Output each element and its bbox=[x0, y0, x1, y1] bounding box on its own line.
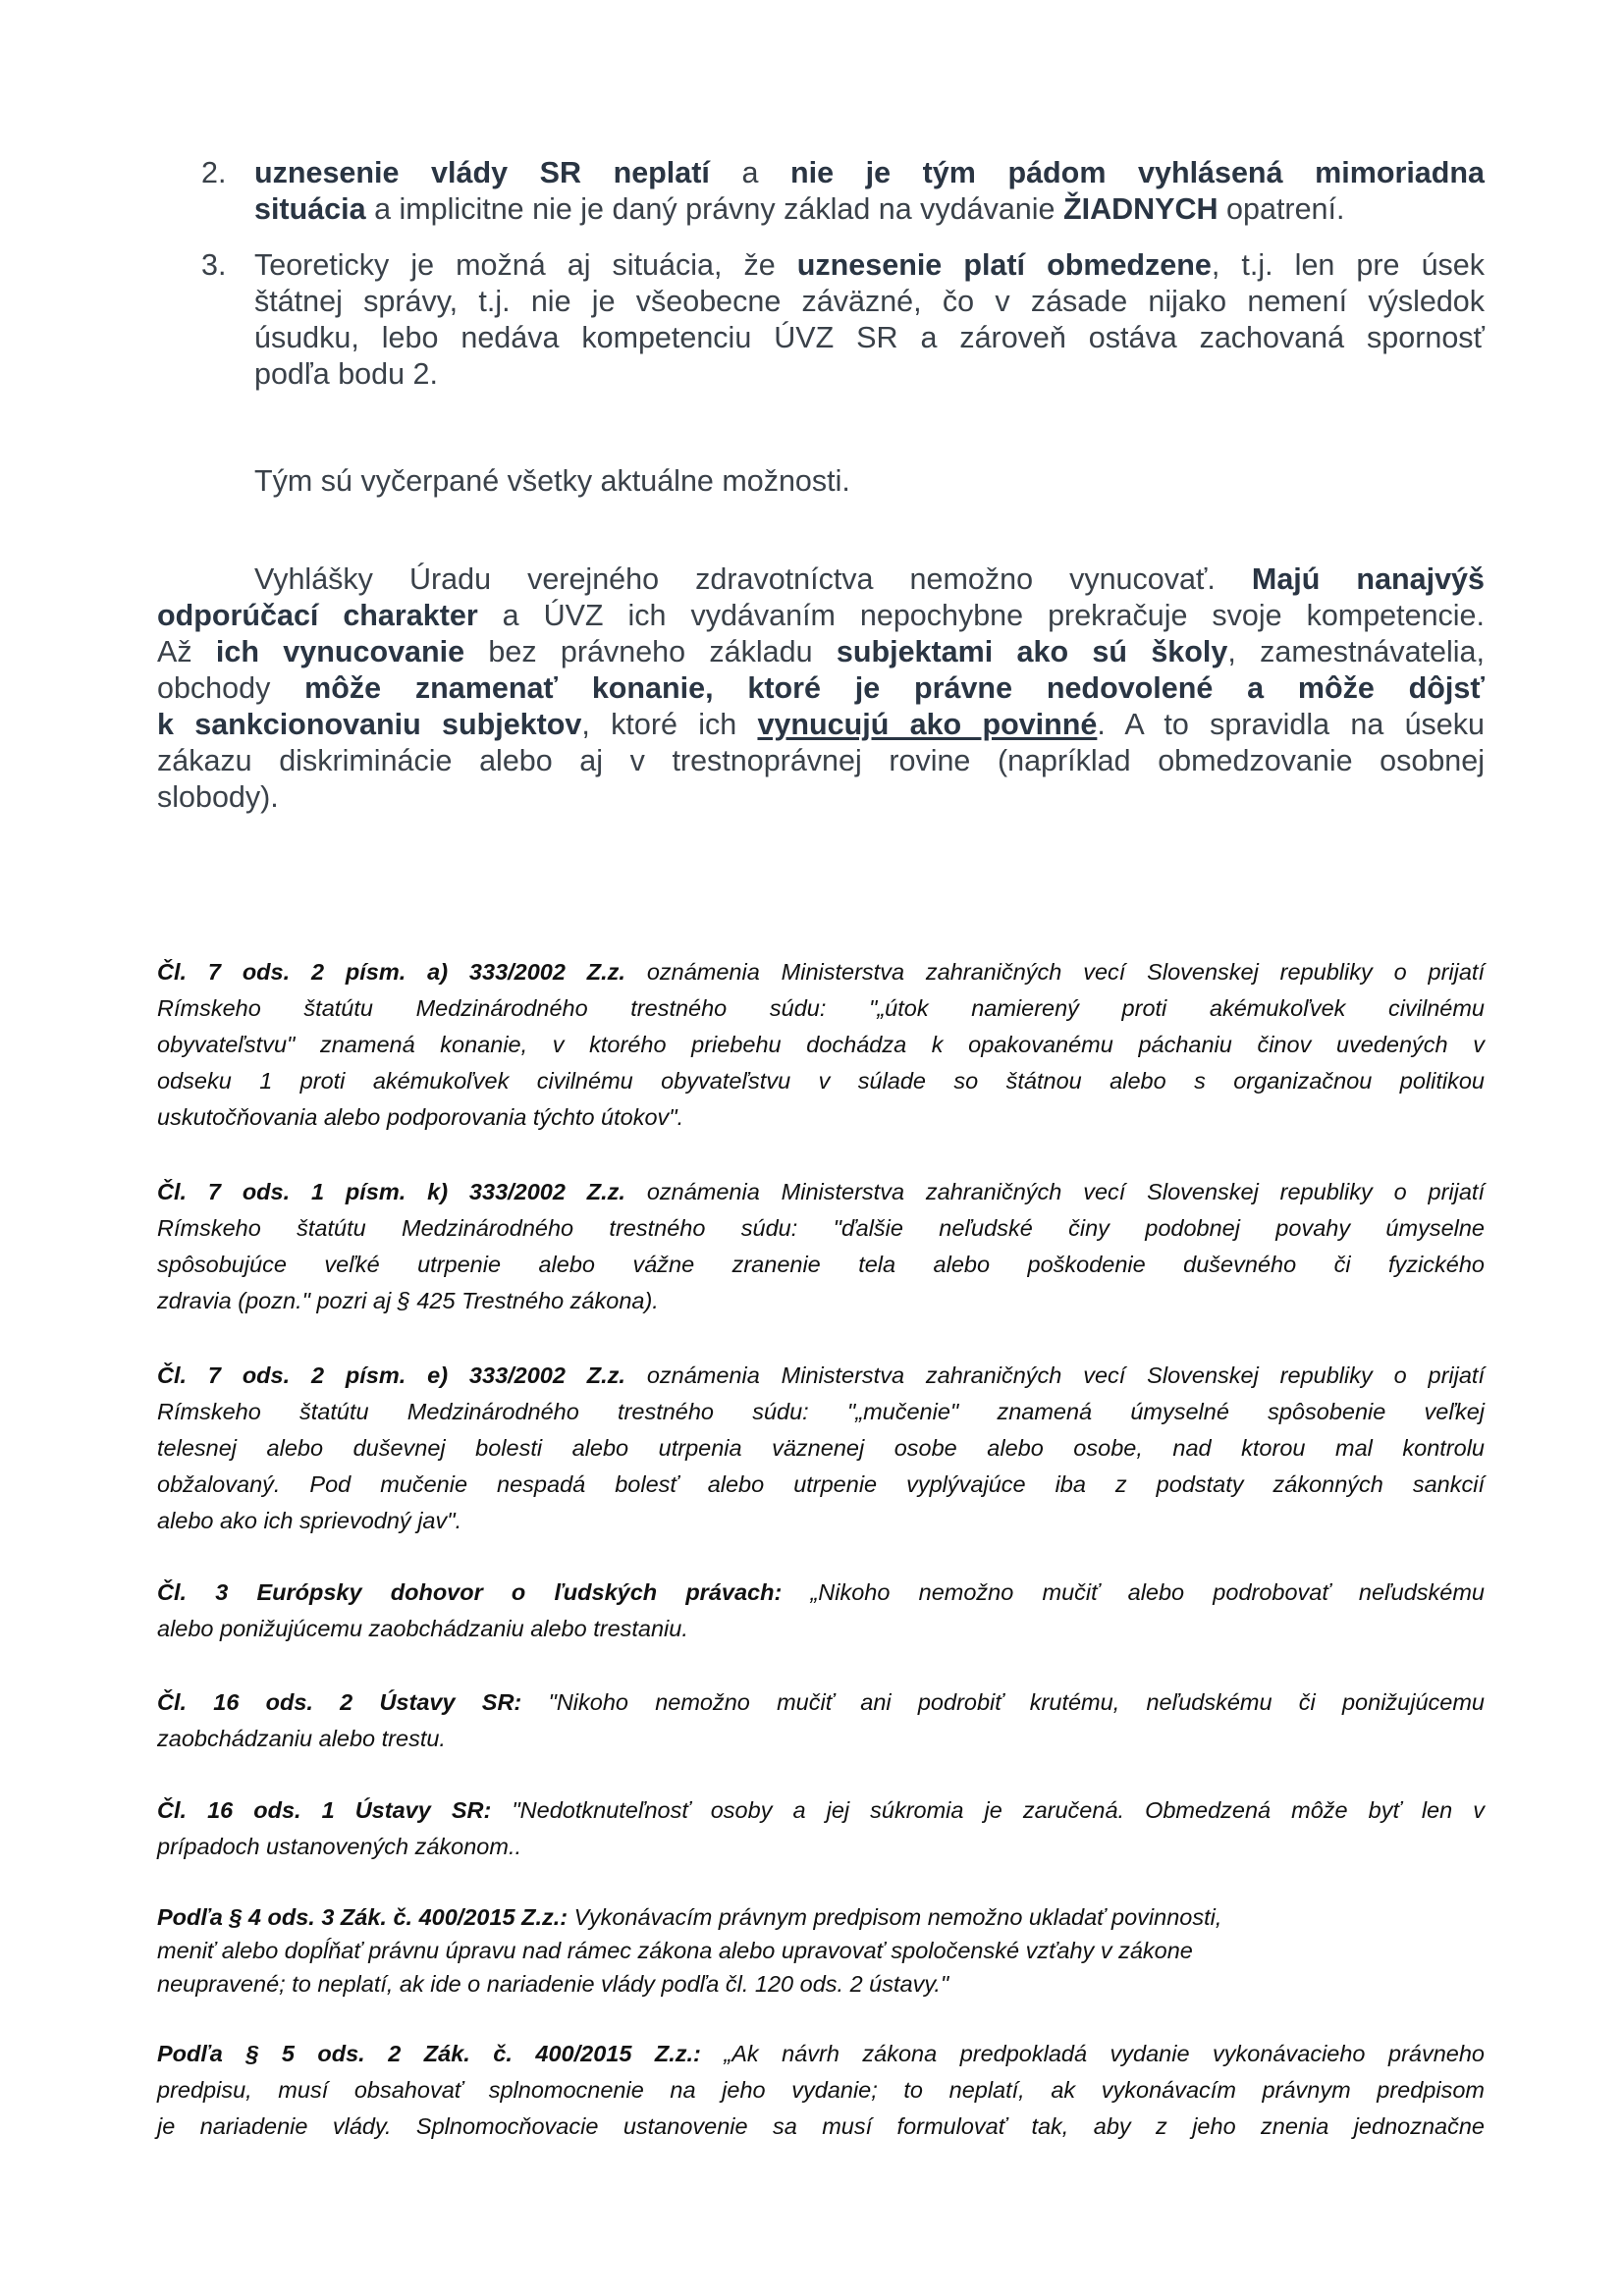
bold-run: uznesenie vlády SR neplatí bbox=[254, 156, 710, 189]
text-line bbox=[157, 1900, 1485, 1934]
citation-8 bbox=[157, 2036, 1485, 2145]
text-line bbox=[157, 1210, 1485, 1247]
text-line bbox=[157, 1247, 1485, 1283]
citation-2 bbox=[157, 1174, 1485, 1319]
bold-run: Čl. 3 Európsky dohovor o ľudských právach: bbox=[157, 1579, 783, 1605]
text-line bbox=[254, 356, 1485, 393]
citation-4 bbox=[157, 1575, 1485, 1647]
text-run: opatrení. bbox=[1218, 192, 1345, 226]
text-line bbox=[157, 1684, 1485, 1721]
text-line bbox=[157, 1792, 1485, 1829]
text-run: úsudku, lebo nedáva kompetenciu ÚVZ SR a zároveň ostáva zachovaná spornosť bbox=[254, 321, 1485, 354]
text-line bbox=[157, 1283, 1485, 1319]
text-line bbox=[157, 990, 1485, 1027]
text-run: , t.j. len pre úsek bbox=[1211, 248, 1485, 282]
text-line bbox=[157, 1721, 1485, 1757]
text-line bbox=[157, 1099, 1485, 1136]
text-line bbox=[157, 1829, 1485, 1865]
text-line bbox=[157, 2072, 1485, 2109]
text-run: a ÚVZ ich vydávaním nepochybne prekračuje svoje kompetencie. bbox=[477, 599, 1485, 632]
text-run: obchody bbox=[157, 671, 305, 705]
text-run: obyvateľstvu" znamená konanie, v ktorého priebehu dochádza k opakovanému páchaniu činov uvedených v bbox=[157, 1032, 1485, 1057]
text-run: odseku 1 proti akémukoľvek civilnému obyvateľstvu v súlade so štátnou alebo s organizačnou politikou bbox=[157, 1068, 1485, 1094]
list-number: 2. bbox=[201, 156, 227, 189]
text-run: oznámenia Ministerstva zahraničných vecí Slovenskej republiky o prijatí bbox=[624, 959, 1485, 985]
text-run: zdravia (pozn." pozri aj § 425 Trestného zákona). bbox=[157, 1288, 659, 1313]
citation-5 bbox=[157, 1684, 1485, 1757]
bold-run: nie je tým pádom vyhlásená mimoriadna bbox=[789, 156, 1485, 189]
text-run: je nariadenie vlády. Splnomocňovacie ustanovenie sa musí formulovať tak, aby z jeho znenia jednoznačne bbox=[157, 2113, 1485, 2139]
text-run: prípadoch ustanovených zákonom.. bbox=[157, 1834, 522, 1859]
text-run: zákazu diskriminácie alebo aj v trestnoprávnej rovine (napríklad obmedzovanie osobnej bbox=[157, 744, 1485, 777]
bold-run: Čl. 7 ods. 2 písm. e) 333/2002 Z.z. bbox=[157, 1362, 625, 1388]
text-run: Rímskeho štatútu Medzinárodného trestného súdu: "ďalšie neľudské činy podobnej povahy úmyselne bbox=[157, 1215, 1485, 1241]
text-run: štátnej správy, t.j. nie je všeobecne záväzné, čo v zásade nijako nemení výsledok bbox=[254, 285, 1485, 318]
text-line bbox=[157, 1467, 1485, 1503]
text-line bbox=[157, 779, 1485, 816]
bold-run: situácia bbox=[254, 192, 366, 226]
main-paragraph bbox=[157, 561, 1485, 816]
text-line bbox=[157, 561, 1485, 598]
bold-run: Podľa § 5 ods. 2 Zák. č. 400/2015 Z.z.: bbox=[157, 2041, 701, 2066]
text-run: spôsobujúce veľké utrpenie alebo vážne zranenie tela alebo poškodenie duševného či fyzického bbox=[157, 1252, 1485, 1277]
text-run: oznámenia Ministerstva zahraničných vecí Slovenskej republiky o prijatí bbox=[624, 1179, 1485, 1204]
text-run: slobody). bbox=[157, 780, 279, 814]
text-line bbox=[157, 598, 1485, 634]
citation-1 bbox=[157, 954, 1485, 1136]
bold-run: Čl. 16 ods. 1 Ústavy SR: bbox=[157, 1797, 492, 1823]
text-run: Rímskeho štatútu Medzinárodného trestného súdu: "„mučenie" znamená úmyselné spôsobenie veľkej bbox=[157, 1399, 1485, 1424]
bold-run: Čl. 7 ods. 1 písm. k) 333/2002 Z.z. bbox=[157, 1179, 625, 1204]
text-run: bez právneho základu bbox=[464, 635, 837, 668]
text-line bbox=[157, 1430, 1485, 1467]
text-run: meniť alebo dopĺňať právnu úpravu nad rámec zákona alebo upravovať spoločenské vzťahy v zákone bbox=[157, 1938, 1193, 1963]
text-line bbox=[157, 1503, 1485, 1539]
text-line bbox=[157, 707, 1485, 743]
text-run: „Ak návrh zákona predpokladá vydanie vykonávacieho právneho bbox=[700, 2041, 1485, 2066]
text-line bbox=[157, 634, 1485, 670]
bold-underlined-run: vynucujú ako povinné bbox=[757, 708, 1098, 741]
bold-run: ich vynucovanie bbox=[215, 635, 465, 668]
citation-6 bbox=[157, 1792, 1485, 1865]
text-run: neupravené; to neplatí, ak ide o nariadenie vlády podľa čl. 120 ods. 2 ústavy." bbox=[157, 1971, 949, 1997]
text-run: zaobchádzaniu alebo trestu. bbox=[157, 1726, 446, 1751]
text-line bbox=[157, 1174, 1485, 1210]
text-line bbox=[157, 670, 1485, 707]
bold-run: ŽIADNYCH bbox=[1062, 192, 1218, 226]
text-line bbox=[254, 284, 1485, 320]
text-run: , zamestnávatelia, bbox=[1227, 635, 1485, 668]
text-line bbox=[254, 191, 1485, 228]
text-line bbox=[157, 1611, 1485, 1647]
bold-run: subjektami ako sú školy bbox=[836, 635, 1228, 668]
text-line bbox=[157, 1394, 1485, 1430]
bold-run: k sankcionovaniu subjektov bbox=[157, 708, 582, 741]
text-line bbox=[157, 954, 1485, 990]
text-run: alebo ponižujúcemu zaobchádzaniu alebo trestaniu. bbox=[157, 1616, 688, 1641]
text-run: Vykonávacím právnym predpisom nemožno ukladať povinnosti, bbox=[568, 1904, 1222, 1930]
text-run: . A to spravidla na úseku bbox=[1097, 708, 1485, 741]
text-line bbox=[254, 155, 1485, 191]
text-line bbox=[254, 247, 1485, 284]
text-line bbox=[254, 320, 1485, 356]
bold-run: Čl. 16 ods. 2 Ústavy SR: bbox=[157, 1689, 522, 1715]
text-run: oznámenia Ministerstva zahraničných vecí Slovenskej republiky o prijatí bbox=[624, 1362, 1485, 1388]
bold-run: uznesenie platí obmedzene bbox=[796, 248, 1212, 282]
bold-run: Majú nanajvýš bbox=[1251, 562, 1485, 596]
bold-run: Čl. 7 ods. 2 písm. a) 333/2002 Z.z. bbox=[157, 959, 625, 985]
text-run: "Nikoho nemožno mučiť ani podrobiť krutému, neľudskému či ponižujúcemu bbox=[521, 1689, 1485, 1715]
text-run: a bbox=[709, 156, 790, 189]
bold-run: môže znamenať konanie, ktoré je právne nedovolené a môže dôjsť bbox=[304, 671, 1485, 705]
text-line bbox=[157, 1063, 1485, 1099]
text-run: , ktoré ich bbox=[581, 708, 758, 741]
text-line bbox=[157, 1358, 1485, 1394]
text-line bbox=[157, 1575, 1485, 1611]
text-run: Až bbox=[157, 635, 216, 668]
text-line bbox=[157, 2036, 1485, 2072]
text-run: Vyhlášky Úradu verejného zdravotníctva nemožno vynucovať. bbox=[254, 562, 1252, 596]
text-run: Teoreticky je možná aj situácia, že bbox=[254, 248, 797, 282]
list-item-text bbox=[254, 247, 1485, 393]
list-item-text bbox=[254, 155, 1485, 228]
text-run: „Nikoho nemožno mučiť alebo podrobovať neľudskému bbox=[782, 1579, 1485, 1605]
text-run: obžalovaný. Pod mučenie nespadá bolesť alebo utrpenie vyplývajúce iba z podstaty zákonných sankcií bbox=[157, 1471, 1485, 1497]
citation-7 bbox=[157, 1900, 1485, 2001]
text-line bbox=[157, 743, 1485, 779]
bold-run: odporúčací charakter bbox=[157, 599, 478, 632]
text-run: predpisu, musí obsahovať splnomocnenie na jeho vydanie; to neplatí, ak vykonávacím právnym predpisom bbox=[157, 2077, 1485, 2103]
bold-run: Podľa § 4 ods. 3 Zák. č. 400/2015 Z.z.: bbox=[157, 1904, 568, 1930]
text-run: a implicitne nie je daný právny základ na vydávanie bbox=[365, 192, 1063, 226]
text-run: podľa bodu 2. bbox=[254, 357, 438, 391]
list-number: 3. bbox=[201, 248, 227, 282]
text-run: "Nedotknuteľnosť osoby a jej súkromia je zaručená. Obmedzená môže byť len v bbox=[491, 1797, 1485, 1823]
text-line bbox=[157, 2109, 1485, 2145]
text-run: uskutočňovania alebo podporovania týchto útokov". bbox=[157, 1104, 684, 1130]
citation-3 bbox=[157, 1358, 1485, 1539]
text-line bbox=[157, 1027, 1485, 1063]
text-run: telesnej alebo duševnej bolesti alebo utrpenia väznenej osobe alebo osobe, nad ktorou mal kontrolu bbox=[157, 1435, 1485, 1461]
exhausted-sentence: Tým sú vyčerpané všetky aktuálne možnosti. bbox=[254, 464, 850, 498]
text-line bbox=[157, 1967, 1485, 2001]
text-run: alebo ako ich sprievodný jav". bbox=[157, 1508, 462, 1533]
text-run: Rímskeho štatútu Medzinárodného trestného súdu: "„útok namierený proti akémukoľvek civilnému bbox=[157, 995, 1485, 1021]
text-line bbox=[157, 1934, 1485, 1967]
